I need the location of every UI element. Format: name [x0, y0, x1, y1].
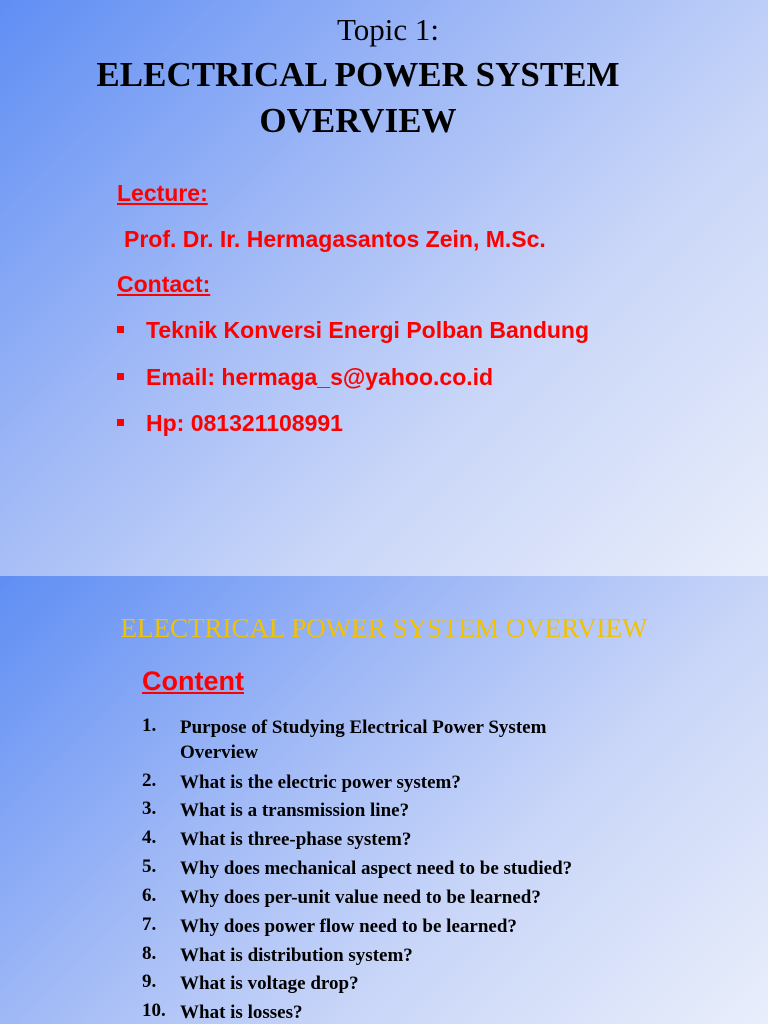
- contact-item-phone: [117, 410, 343, 437]
- item-number: 3.: [142, 798, 157, 819]
- item-text: What is three-phase system?: [180, 829, 412, 850]
- list-item: [142, 971, 620, 996]
- list-item: [142, 1000, 620, 1025]
- item-text: Why does power flow need to be learned?: [180, 916, 517, 937]
- bullet-square-icon: [117, 373, 124, 380]
- lecturer-name: Prof. Dr. Ir. Hermagasantos Zein, M.Sc.: [124, 226, 546, 252]
- contact-item-institution: [117, 317, 589, 344]
- item-text: Why does mechanical aspect need to be studied?: [180, 858, 573, 879]
- lecture-heading: Lecture:: [117, 180, 208, 206]
- slide-2-title: ELECTRICAL POWER SYSTEM OVERVIEW: [120, 613, 648, 643]
- item-text: What is voltage drop?: [180, 973, 359, 994]
- item-number: 6.: [142, 885, 157, 906]
- item-number: 1.: [142, 715, 157, 736]
- list-item: [142, 914, 620, 939]
- title-line-1: ELECTRICAL POWER SYSTEM: [96, 55, 620, 94]
- item-text: What is a transmission line?: [180, 800, 410, 821]
- list-item: [142, 943, 620, 968]
- item-text: What is the electric power system?: [180, 772, 461, 793]
- contact-text: Teknik Konversi Energi Polban Bandung: [146, 317, 590, 343]
- title-line-2: OVERVIEW: [259, 101, 457, 140]
- contact-item-email: [117, 364, 493, 391]
- list-item: [142, 715, 620, 765]
- list-item: [142, 827, 620, 852]
- item-number: 4.: [142, 827, 157, 848]
- content-heading: Content: [142, 666, 244, 696]
- list-item: [142, 770, 620, 795]
- list-item: [142, 885, 620, 910]
- item-text: What is distribution system?: [180, 945, 413, 966]
- item-number: 9.: [142, 971, 157, 992]
- item-number: 2.: [142, 770, 157, 791]
- item-number: 8.: [142, 943, 157, 964]
- item-text: Purpose of Studying Electrical Power System Overview: [180, 717, 547, 763]
- bullet-square-icon: [117, 419, 124, 426]
- contact-text: Email: hermaga_s@yahoo.co.id: [146, 364, 494, 390]
- topic-label: Topic 1:: [336, 12, 439, 47]
- item-number: 7.: [142, 914, 157, 935]
- item-text: What is losses?: [180, 1002, 303, 1023]
- contact-heading: Contact:: [117, 271, 211, 297]
- item-number: 10.: [142, 1000, 166, 1021]
- item-text: Why does per-unit value need to be learned?: [180, 887, 541, 908]
- list-item: [142, 798, 620, 823]
- list-item: [142, 856, 620, 881]
- item-number: 5.: [142, 856, 157, 877]
- contact-text: Hp: 081321108991: [146, 410, 343, 436]
- bullet-square-icon: [117, 326, 124, 333]
